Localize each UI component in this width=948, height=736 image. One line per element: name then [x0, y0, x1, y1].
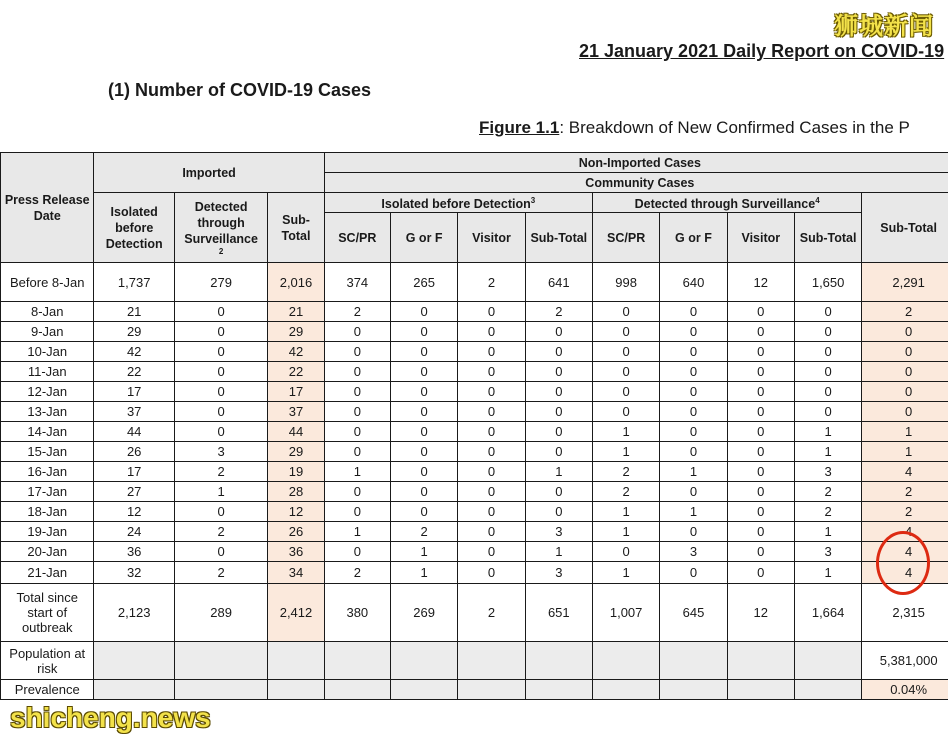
header-surveillance-group-text: Detected through Surveillance: [634, 197, 816, 212]
table-cell: 0: [794, 402, 861, 422]
table-cell: 0: [324, 402, 390, 422]
row-date: 21-Jan: [1, 562, 94, 584]
table-cell: 17: [94, 462, 174, 482]
table-cell: 0: [458, 462, 525, 482]
table-cell: 12: [94, 502, 174, 522]
table-cell: 0: [727, 442, 794, 462]
total-cell: 2: [458, 584, 525, 642]
header-imported-subtotal: Sub-Total: [268, 193, 324, 263]
table-cell: 4: [862, 562, 948, 584]
table-cell: 0: [390, 502, 457, 522]
header-isolated-scpr: SC/PR: [324, 213, 390, 263]
total-cell: 269: [390, 584, 457, 642]
table-cell: 2: [458, 263, 525, 302]
table-cell: 22: [94, 362, 174, 382]
table-row: [1, 402, 948, 422]
table-cell: 0: [324, 362, 390, 382]
empty-cell: [592, 680, 659, 700]
header-imported-isolated: Isolated before Detection: [94, 193, 174, 263]
table-cell: 2: [862, 502, 948, 522]
row-date: 12-Jan: [1, 382, 94, 402]
table-cell: 0: [390, 382, 457, 402]
row-date: 8-Jan: [1, 302, 94, 322]
table-cell: 0: [390, 402, 457, 422]
header-isolated-visitor: Visitor: [458, 213, 525, 263]
table-cell: 0: [324, 382, 390, 402]
table-cell: 0: [727, 302, 794, 322]
table-cell: 0: [458, 542, 525, 562]
table-cell: 0: [592, 342, 659, 362]
table-cell: 4: [862, 542, 948, 562]
table-cell: 0: [324, 342, 390, 362]
table-row: [1, 442, 948, 462]
table-cell: 2,016: [268, 263, 324, 302]
table-cell: 1: [324, 462, 390, 482]
table-cell: 0: [794, 322, 861, 342]
table-cell: 1: [862, 422, 948, 442]
table-cell: 0: [525, 382, 592, 402]
table-cell: 42: [268, 342, 324, 362]
table-cell: 0: [794, 382, 861, 402]
table-cell: 37: [94, 402, 174, 422]
table-row: [1, 322, 948, 342]
table-cell: 1: [592, 422, 659, 442]
empty-cell: [727, 642, 794, 680]
header-surveillance-footnote: 4: [815, 196, 820, 205]
empty-cell: [458, 680, 525, 700]
table-cell: 0: [525, 402, 592, 422]
table-cell: 3: [660, 542, 727, 562]
row-date: 14-Jan: [1, 422, 94, 442]
table-cell: 2,291: [862, 263, 948, 302]
table-cell: 0: [525, 322, 592, 342]
table-cell: 0: [862, 362, 948, 382]
table-row: [1, 462, 948, 482]
population-label: Population at risk: [1, 642, 94, 680]
table-cell: 0: [174, 502, 267, 522]
table-row: [1, 542, 948, 562]
header-imported-detected: [174, 193, 267, 263]
total-cell: 2,315: [862, 584, 948, 642]
header-imported-detected-footnote: 2: [218, 247, 224, 257]
table-cell: 26: [94, 442, 174, 462]
table-cell: 0: [458, 502, 525, 522]
table-cell: 374: [324, 263, 390, 302]
table-cell: 998: [592, 263, 659, 302]
table-cell: 1: [174, 482, 267, 502]
total-cell: 1,007: [592, 584, 659, 642]
table-cell: 0: [458, 342, 525, 362]
table-cell: 0: [794, 302, 861, 322]
watermark-top: 狮城新闻: [834, 13, 934, 40]
table-cell: 44: [94, 422, 174, 442]
empty-cell: [794, 680, 861, 700]
table-cell: 2: [862, 482, 948, 502]
row-date: 11-Jan: [1, 362, 94, 382]
table-cell: 0: [525, 362, 592, 382]
table-cell: 0: [390, 302, 457, 322]
header-surveillance-visitor: Visitor: [727, 213, 794, 263]
table-cell: 28: [268, 482, 324, 502]
header-surveillance-group: [592, 193, 861, 213]
table-cell: 0: [727, 482, 794, 502]
table-row: [1, 522, 948, 542]
empty-cell: [174, 642, 267, 680]
table-cell: 2: [390, 522, 457, 542]
empty-cell: [660, 642, 727, 680]
table-cell: 2: [794, 482, 861, 502]
table-cell: 265: [390, 263, 457, 302]
empty-cell: [794, 642, 861, 680]
table-cell: 0: [727, 462, 794, 482]
table-cell: 0: [174, 362, 267, 382]
table-row: [1, 302, 948, 322]
table-cell: 3: [794, 542, 861, 562]
table-cell: 0: [458, 522, 525, 542]
table-cell: 1: [324, 522, 390, 542]
cases-table: [0, 152, 948, 700]
table-cell: 2: [794, 502, 861, 522]
prevalence-row: [1, 680, 948, 700]
table-cell: 0: [592, 302, 659, 322]
table-cell: 0: [727, 562, 794, 584]
table-cell: 21: [94, 302, 174, 322]
header-isolated-subtotal: Sub-Total: [525, 213, 592, 263]
empty-cell: [268, 680, 324, 700]
table-cell: 0: [390, 442, 457, 462]
empty-cell: [525, 642, 592, 680]
table-cell: 1: [794, 442, 861, 462]
table-cell: 0: [324, 322, 390, 342]
table-row: [1, 422, 948, 442]
table-cell: 0: [458, 302, 525, 322]
table-row: [1, 482, 948, 502]
table-cell: 0: [390, 482, 457, 502]
header-community-cases: Community Cases: [324, 173, 948, 193]
table-cell: 1: [862, 442, 948, 462]
prevalence-label: Prevalence: [1, 680, 94, 700]
table-cell: 12: [268, 502, 324, 522]
table-cell: 21: [268, 302, 324, 322]
table-cell: 44: [268, 422, 324, 442]
empty-cell: [660, 680, 727, 700]
table-cell: 0: [592, 382, 659, 402]
empty-cell: [390, 680, 457, 700]
table-cell: 0: [727, 362, 794, 382]
table-cell: 0: [174, 422, 267, 442]
table-cell: 1: [390, 562, 457, 584]
table-cell: 1: [525, 542, 592, 562]
table-row: [1, 362, 948, 382]
table-cell: 0: [458, 442, 525, 462]
table-cell: 0: [174, 322, 267, 342]
figure-caption: [479, 118, 910, 138]
table-row: [1, 263, 948, 302]
population-value: 5,381,000: [862, 642, 948, 680]
table-row: [1, 502, 948, 522]
table-cell: 3: [525, 522, 592, 542]
table-cell: 4: [862, 522, 948, 542]
table-cell: 1: [660, 502, 727, 522]
table-cell: 0: [660, 522, 727, 542]
table-cell: 24: [94, 522, 174, 542]
table-cell: 0: [727, 422, 794, 442]
table-cell: 1: [660, 462, 727, 482]
table-cell: 1: [592, 562, 659, 584]
table-cell: 0: [727, 542, 794, 562]
table-cell: 0: [458, 322, 525, 342]
table-cell: 29: [268, 442, 324, 462]
table-cell: 0: [525, 442, 592, 462]
table-cell: 19: [268, 462, 324, 482]
table-cell: 0: [660, 402, 727, 422]
table-cell: 0: [592, 402, 659, 422]
table-cell: 0: [174, 542, 267, 562]
header-isolated-group: [324, 193, 592, 213]
table-cell: 0: [862, 402, 948, 422]
row-date: Before 8-Jan: [1, 263, 94, 302]
table-cell: 0: [525, 502, 592, 522]
table-cell: 0: [660, 382, 727, 402]
table-cell: 0: [660, 342, 727, 362]
table-cell: 1: [592, 502, 659, 522]
table-cell: 0: [862, 382, 948, 402]
table-cell: 1: [794, 562, 861, 584]
row-date: 17-Jan: [1, 482, 94, 502]
header-isolated-footnote: 3: [530, 196, 536, 205]
row-date: 20-Jan: [1, 542, 94, 562]
table-cell: 640: [660, 263, 727, 302]
table-cell: 0: [174, 302, 267, 322]
table-cell: 0: [458, 422, 525, 442]
row-date: 10-Jan: [1, 342, 94, 362]
table-cell: 2: [592, 482, 659, 502]
table-cell: 0: [458, 382, 525, 402]
table-cell: 0: [390, 342, 457, 362]
empty-cell: [94, 642, 174, 680]
table-cell: 0: [390, 462, 457, 482]
empty-cell: [324, 642, 390, 680]
population-row: [1, 642, 948, 680]
table-cell: 0: [174, 402, 267, 422]
table-cell: 0: [660, 302, 727, 322]
total-row: [1, 584, 948, 642]
table-cell: 42: [94, 342, 174, 362]
empty-cell: [94, 680, 174, 700]
table-cell: 0: [324, 542, 390, 562]
empty-cell: [174, 680, 267, 700]
table-cell: 27: [94, 482, 174, 502]
header-isolated-gorf: G or F: [390, 213, 457, 263]
table-cell: 36: [268, 542, 324, 562]
empty-cell: [390, 642, 457, 680]
table-cell: 26: [268, 522, 324, 542]
table-cell: 0: [174, 382, 267, 402]
table-cell: 0: [794, 342, 861, 362]
table-body: [1, 263, 948, 700]
table-cell: 17: [268, 382, 324, 402]
table-cell: 0: [592, 362, 659, 382]
table-cell: 17: [94, 382, 174, 402]
row-date: 15-Jan: [1, 442, 94, 462]
watermark-bottom: shicheng.news: [10, 702, 211, 733]
table-cell: 0: [390, 422, 457, 442]
total-label: Total since start of outbreak: [1, 584, 94, 642]
table-cell: 3: [794, 462, 861, 482]
table-cell: 36: [94, 542, 174, 562]
table-cell: 0: [390, 322, 457, 342]
total-cell: 2,123: [94, 584, 174, 642]
table-cell: 1: [592, 442, 659, 462]
table-row: [1, 562, 948, 584]
table-cell: 641: [525, 263, 592, 302]
header-non-imported: Non-Imported Cases: [324, 153, 948, 173]
table-cell: 2: [862, 302, 948, 322]
table-cell: 0: [525, 342, 592, 362]
table-cell: 4: [862, 462, 948, 482]
table-cell: 0: [862, 322, 948, 342]
table-cell: 2: [324, 302, 390, 322]
highlight-circle: [876, 531, 930, 595]
table-cell: 2: [174, 462, 267, 482]
report-title: 21 January 2021 Daily Report on COVID-19: [579, 41, 945, 61]
total-cell: 380: [324, 584, 390, 642]
table-cell: 0: [727, 382, 794, 402]
table-cell: 1: [794, 522, 861, 542]
table-cell: 1,650: [794, 263, 861, 302]
table-cell: 0: [324, 502, 390, 522]
row-date: 18-Jan: [1, 502, 94, 522]
figure-caption-text: : Breakdown of New Confirmed Cases in the P: [559, 118, 910, 137]
table-cell: 0: [727, 402, 794, 422]
table-cell: 3: [174, 442, 267, 462]
row-date: 19-Jan: [1, 522, 94, 542]
header-surveillance-scpr: SC/PR: [592, 213, 659, 263]
total-cell: 289: [174, 584, 267, 642]
total-cell: 1,664: [794, 584, 861, 642]
table-cell: 0: [660, 362, 727, 382]
empty-cell: [525, 680, 592, 700]
table-cell: 0: [794, 362, 861, 382]
table-cell: 2: [324, 562, 390, 584]
table-cell: 0: [727, 322, 794, 342]
figure-number: Figure 1.1: [479, 118, 560, 137]
empty-cell: [592, 642, 659, 680]
table-cell: 0: [390, 362, 457, 382]
table-cell: 32: [94, 562, 174, 584]
header-isolated-group-text: Isolated before Detection: [381, 197, 531, 212]
table-cell: 0: [660, 322, 727, 342]
empty-cell: [268, 642, 324, 680]
header-surveillance-gorf: G or F: [660, 213, 727, 263]
header-imported: Imported: [94, 153, 324, 193]
table-cell: 1: [390, 542, 457, 562]
header-surveillance-subtotal: Sub-Total: [794, 213, 861, 263]
row-date: 16-Jan: [1, 462, 94, 482]
total-cell: 12: [727, 584, 794, 642]
total-cell: 645: [660, 584, 727, 642]
table-cell: 0: [660, 422, 727, 442]
table-cell: 0: [458, 482, 525, 502]
table-cell: 3: [525, 562, 592, 584]
table-cell: 1: [794, 422, 861, 442]
total-cell: 651: [525, 584, 592, 642]
empty-cell: [458, 642, 525, 680]
table-cell: 2: [525, 302, 592, 322]
empty-cell: [727, 680, 794, 700]
table-cell: 0: [727, 522, 794, 542]
table-cell: 0: [727, 502, 794, 522]
table-cell: 0: [458, 362, 525, 382]
table-cell: 0: [324, 442, 390, 462]
table-cell: 0: [525, 482, 592, 502]
table-cell: 0: [324, 482, 390, 502]
table-cell: 0: [660, 482, 727, 502]
table-cell: 2: [174, 522, 267, 542]
table-cell: 0: [592, 322, 659, 342]
table-cell: 0: [458, 562, 525, 584]
header-imported-detected-text: Detected through Surveillance: [184, 200, 258, 247]
table-cell: 0: [727, 342, 794, 362]
table-cell: 0: [525, 422, 592, 442]
table-cell: 279: [174, 263, 267, 302]
table-cell: 2: [592, 462, 659, 482]
row-date: 9-Jan: [1, 322, 94, 342]
table-cell: 34: [268, 562, 324, 584]
table-cell: 0: [174, 342, 267, 362]
table-cell: 0: [862, 342, 948, 362]
table-cell: 1: [592, 522, 659, 542]
table-cell: 29: [94, 322, 174, 342]
section-title: (1) Number of COVID-19 Cases: [108, 80, 372, 100]
table-cell: 29: [268, 322, 324, 342]
table-cell: 2: [174, 562, 267, 584]
prevalence-value: 0.04%: [862, 680, 948, 700]
table-cell: 1,737: [94, 263, 174, 302]
table-cell: 0: [660, 562, 727, 584]
table-cell: 0: [324, 422, 390, 442]
table-cell: 22: [268, 362, 324, 382]
header-nonimported-subtotal: Sub-Total: [862, 193, 948, 263]
row-date: 13-Jan: [1, 402, 94, 422]
table-cell: 37: [268, 402, 324, 422]
total-cell: 2,412: [268, 584, 324, 642]
table-cell: 1: [525, 462, 592, 482]
table-cell: 0: [660, 442, 727, 462]
table-cell: 12: [727, 263, 794, 302]
table-cell: 0: [458, 402, 525, 422]
table-row: [1, 382, 948, 402]
table-row: [1, 342, 948, 362]
empty-cell: [324, 680, 390, 700]
table-cell: 0: [592, 542, 659, 562]
header-press-release-date: Press Release Date: [1, 153, 94, 263]
